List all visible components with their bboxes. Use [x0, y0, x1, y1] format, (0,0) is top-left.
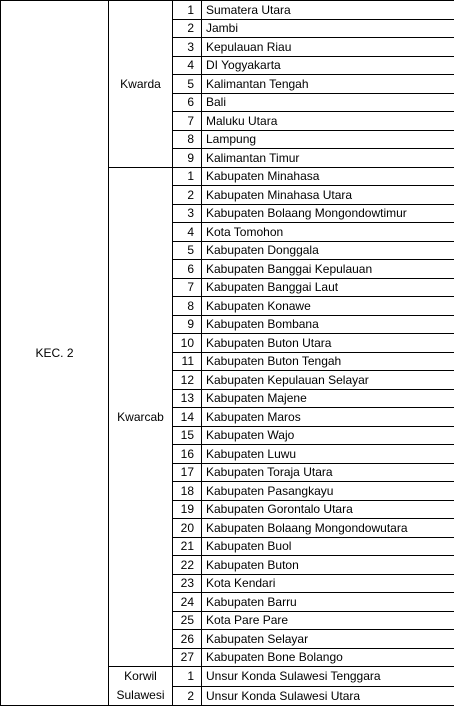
row-number: 13	[173, 389, 202, 408]
row-name: Kota Kendari	[202, 574, 454, 593]
row-name: Kabupaten Bone Bolango	[202, 648, 454, 667]
row-number: 22	[173, 556, 202, 575]
table-body	[1, 1, 454, 706]
row-name: Kabupaten Wajo	[202, 426, 454, 445]
row-number: 1	[173, 167, 202, 186]
row-name: Kabupaten Konawe	[202, 297, 454, 316]
row-number: 3	[173, 204, 202, 223]
group-label-kwarda: Kwarda	[109, 1, 173, 168]
row-number: 15	[173, 426, 202, 445]
row-name: Kabupaten Selayar	[202, 630, 454, 649]
row-number: 10	[173, 334, 202, 353]
row-name: Kabupaten Donggala	[202, 241, 454, 260]
group-label-line1: Korwil	[109, 667, 172, 686]
row-number: 3	[173, 38, 202, 57]
row-name: Kabupaten Buol	[202, 537, 454, 556]
row-number: 23	[173, 574, 202, 593]
kecamatan-cell: KEC. 2	[1, 1, 109, 706]
table-row	[1, 1, 454, 20]
row-name: Kabupaten Pasangkayu	[202, 482, 454, 501]
row-name: Kalimantan Tengah	[202, 75, 454, 94]
row-number: 9	[173, 315, 202, 334]
row-number: 11	[173, 352, 202, 371]
row-name: Kabupaten Toraja Utara	[202, 463, 454, 482]
row-name: Kabupaten Luwu	[202, 445, 454, 464]
row-number: 9	[173, 149, 202, 168]
row-number: 4	[173, 56, 202, 75]
row-number: 8	[173, 130, 202, 149]
row-name: Bali	[202, 93, 454, 112]
row-number: 1	[173, 1, 202, 20]
row-name: Kabupaten Minahasa Utara	[202, 186, 454, 205]
row-name: Kabupaten Barru	[202, 593, 454, 612]
row-name: Kota Tomohon	[202, 223, 454, 242]
row-number: 25	[173, 611, 202, 630]
row-name: Kabupaten Maros	[202, 408, 454, 427]
row-number: 20	[173, 519, 202, 538]
row-number: 2	[173, 186, 202, 205]
row-name: Unsur Konda Sulawesi Utara	[202, 686, 454, 706]
row-number: 4	[173, 223, 202, 242]
group-label-line2: Sulawesi	[109, 686, 172, 705]
row-name: Kabupaten Banggai Laut	[202, 278, 454, 297]
row-name: Kalimantan Timur	[202, 149, 454, 168]
row-name: Kabupaten Banggai Kepulauan	[202, 260, 454, 279]
row-name: Kabupaten Buton Tengah	[202, 352, 454, 371]
row-number: 8	[173, 297, 202, 316]
row-number: 12	[173, 371, 202, 390]
group-label-kwarcab: Kwarcab	[109, 167, 173, 667]
row-number: 6	[173, 93, 202, 112]
row-number: 2	[173, 686, 202, 706]
row-name: Jambi	[202, 19, 454, 38]
row-name: Kabupaten Buton Utara	[202, 334, 454, 353]
row-name: Unsur Konda Sulawesi Tenggara	[202, 667, 454, 687]
row-name: Kepulauan Riau	[202, 38, 454, 57]
row-number: 6	[173, 260, 202, 279]
row-name: Kabupaten Majene	[202, 389, 454, 408]
row-name: Lampung	[202, 130, 454, 149]
row-number: 7	[173, 112, 202, 131]
row-number: 24	[173, 593, 202, 612]
row-number: 26	[173, 630, 202, 649]
group-label-korwil	[109, 667, 173, 706]
row-number: 16	[173, 445, 202, 464]
row-name: DI Yogyakarta	[202, 56, 454, 75]
row-name: Sumatera Utara	[202, 1, 454, 20]
row-number: 17	[173, 463, 202, 482]
row-number: 19	[173, 500, 202, 519]
row-number: 5	[173, 241, 202, 260]
row-name: Kabupaten Kepulauan Selayar	[202, 371, 454, 390]
row-name: Kabupaten Bombana	[202, 315, 454, 334]
row-number: 7	[173, 278, 202, 297]
row-name: Maluku Utara	[202, 112, 454, 131]
row-number: 27	[173, 648, 202, 667]
row-number: 2	[173, 19, 202, 38]
row-name: Kabupaten Bolaang Mongondowtimur	[202, 204, 454, 223]
row-number: 1	[173, 667, 202, 687]
row-number: 18	[173, 482, 202, 501]
row-number: 21	[173, 537, 202, 556]
row-name: Kota Pare Pare	[202, 611, 454, 630]
row-number: 5	[173, 75, 202, 94]
row-number: 14	[173, 408, 202, 427]
row-name: Kabupaten Bolaang Mongondowutara	[202, 519, 454, 538]
row-name: Kabupaten Minahasa	[202, 167, 454, 186]
row-name: Kabupaten Gorontalo Utara	[202, 500, 454, 519]
row-name: Kabupaten Buton	[202, 556, 454, 575]
